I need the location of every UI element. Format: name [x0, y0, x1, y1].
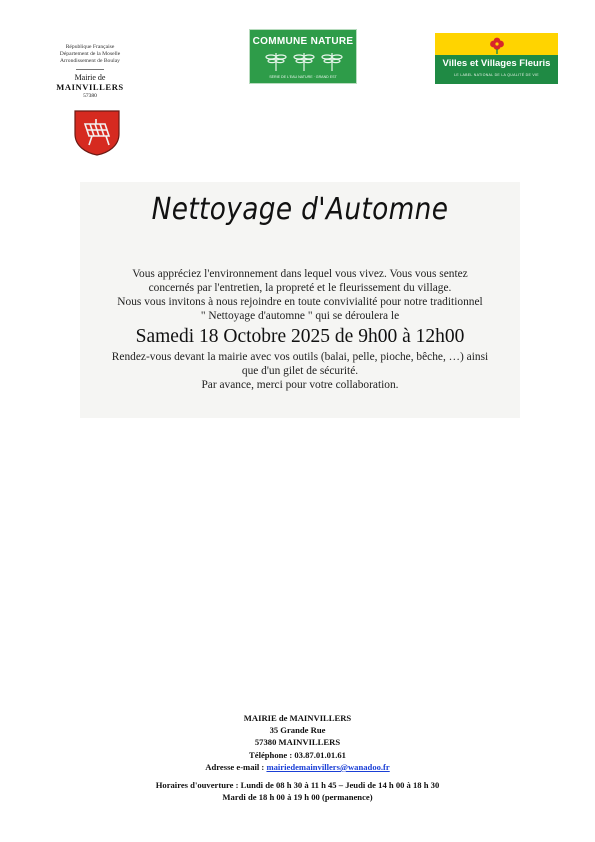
footer-email-row [0, 761, 595, 773]
town-name: MAINVILLERS [56, 82, 124, 92]
commune-nature-subtitle: SÉRIE DE L'EAU NATURE · GRAND EST [269, 75, 337, 79]
notice-body [80, 267, 520, 392]
dragonfly-icon [264, 49, 344, 73]
footer-street: 35 Grande Rue [269, 725, 326, 736]
footer-city: 57380 MAINVILLERS [254, 737, 341, 748]
municipal-header [40, 44, 140, 100]
notice-line: concernés par l'entretien, la propreté et le fleurissement du village. [148, 282, 452, 294]
vvf-subtitle: LE LABEL NATIONAL DE LA QUALITÉ DE VIE [454, 73, 539, 77]
email-link[interactable]: mairiedemainvillers@wanadoo.fr [266, 761, 390, 772]
event-date: Samedi 18 Octobre 2025 de 9h00 à 12h00 [135, 326, 465, 347]
notice-title: Nettoyage d'Automne [151, 192, 449, 227]
notice-line: Rendez-vous devant la mairie avec vos outils (balai, pelle, pioche, bêche, …) ainsi [111, 351, 489, 363]
notice-line: Vous appréciez l'environnement dans lequel vous vivez. Vous vous sentez [132, 268, 468, 280]
postcode: 57380 [83, 93, 97, 99]
notice-line: que d'un gilet de sécurité. [241, 365, 359, 377]
villes-villages-fleuris-logo [435, 33, 558, 84]
opening-hours: Horaires d'ouverture : Lundi de 08 h 30 à 11 h 45 – Jeudi de 14 h 00 à 18 h 30 [155, 780, 440, 791]
flower-icon [488, 36, 506, 54]
commune-nature-title: COMMUNE NATURE [252, 36, 354, 47]
divider [76, 69, 104, 70]
vvf-title: Villes et Villages Fleuris [442, 58, 551, 69]
notice-panel [80, 182, 520, 418]
notice-line: Nous vous invitons à nous rejoindre en toute convivialité pour notre traditionnel [117, 296, 483, 308]
mairie-label: Mairie de [74, 73, 106, 82]
admin-line: Arrondissement de Boulay [60, 58, 120, 64]
admin-line: Département de la Moselle [59, 51, 121, 57]
footer-contact [0, 712, 595, 803]
notice-line: " Nettoyage d'automne " qui se déroulera le [200, 310, 400, 322]
admin-line: République Française [65, 44, 115, 50]
opening-hours-extra: Mardi de 18 h 00 à 19 h 00 (permanence) [222, 792, 373, 803]
email-label: Adresse e-mail : [205, 761, 267, 772]
commune-nature-logo [249, 29, 357, 84]
footer-name: MAIRIE de MAINVILLERS [243, 713, 352, 723]
coat-of-arms-icon [72, 108, 122, 156]
notice-line: Par avance, merci pour votre collaboration. [201, 379, 399, 391]
footer-phone: Téléphone : 03.87.01.01.61 [249, 749, 346, 760]
